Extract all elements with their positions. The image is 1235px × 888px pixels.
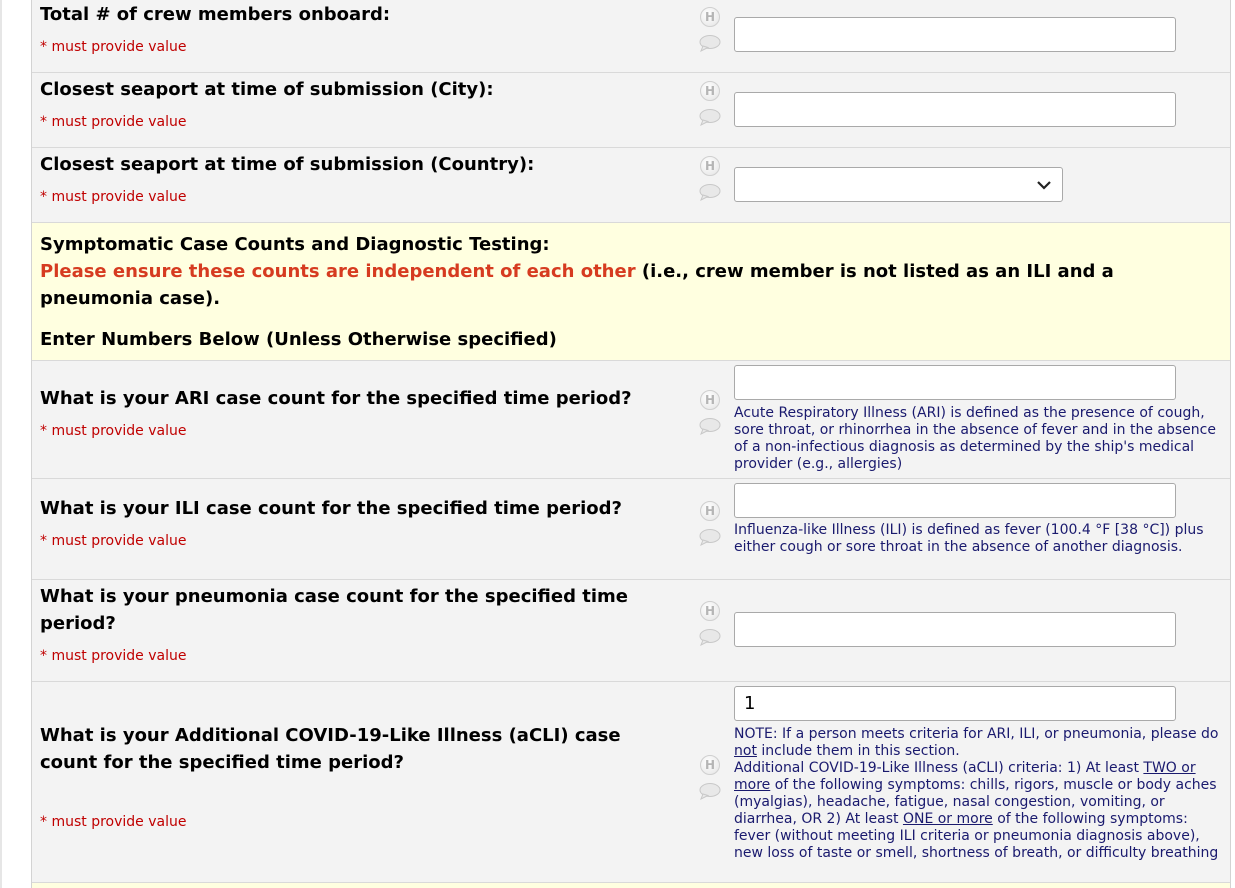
required-note: * must provide value — [40, 423, 187, 439]
survey-form — [31, 0, 1231, 888]
comment-icon[interactable] — [698, 34, 722, 52]
field-label: What is your Additional COVID-19-Like Illness (aCLI) case count for the specified time period? — [40, 725, 621, 773]
comment-icon[interactable] — [698, 417, 722, 435]
field-row-crew-total — [32, 0, 1230, 73]
section-warning — [40, 258, 1210, 312]
field-row-seaport-country — [32, 148, 1230, 223]
field-label: What is your pneumonia case count for the specified time period? — [40, 586, 628, 634]
history-icon[interactable]: H — [700, 7, 720, 27]
history-icon[interactable]: H — [700, 390, 720, 410]
field-row-ari — [32, 361, 1230, 479]
field-row-pneumonia — [32, 580, 1230, 682]
warning-text: Please ensure these counts are independent of each other — [40, 261, 636, 282]
note-emphasis: ONE or more — [902, 811, 993, 827]
section-heading: Symptomatic Case Counts and Diagnostic Testing: — [40, 234, 550, 255]
note-text: of the following symptoms: fever (without meeting ILI criteria or pneumonia diagnosis above), new loss of taste or smell, shortness of breath, or difficulty breathing — [734, 811, 1219, 861]
field-label: Closest seaport at time of submission (City): — [40, 79, 494, 100]
section-header — [32, 223, 1230, 361]
note-text: NOTE: If a person meets criteria for ARI, ILI, or pneumonia, please do — [734, 726, 1219, 742]
history-icon[interactable]: H — [700, 755, 720, 775]
field-row-acli — [32, 682, 1230, 883]
section-instruction: Enter Numbers Below (Unless Otherwise specified) — [40, 329, 557, 350]
page-edge — [0, 0, 2, 888]
crew-total-input[interactable] — [734, 17, 1176, 52]
note-text: of the following symptoms: chills, rigors, muscle or body aches (myalgias), headache, fatigue, nasal congestion, vomiting, or diarrhea, OR 2) At least — [734, 777, 1217, 827]
comment-icon[interactable] — [698, 782, 722, 800]
required-note: * must provide value — [40, 114, 187, 130]
seaport-city-input[interactable] — [734, 92, 1176, 127]
history-icon[interactable]: H — [700, 81, 720, 101]
comment-icon[interactable] — [698, 183, 722, 201]
history-icon[interactable]: H — [700, 156, 720, 176]
required-note: * must provide value — [40, 814, 187, 830]
field-row-seaport-city — [32, 73, 1230, 148]
chevron-down-icon — [1036, 178, 1052, 192]
ari-count-input[interactable] — [734, 365, 1176, 400]
next-section-band — [32, 883, 1230, 888]
comment-icon[interactable] — [698, 108, 722, 126]
comment-icon[interactable] — [698, 528, 722, 546]
ili-definition-note: Influenza-like Illness (ILI) is defined as fever (100.4 °F [38 °C]) plus either cough or sore throat in the absence of another diagnosis. — [734, 522, 1204, 555]
history-icon[interactable]: H — [700, 601, 720, 621]
note-emphasis: not — [734, 743, 757, 759]
pneumonia-count-input[interactable] — [734, 612, 1176, 647]
history-icon[interactable]: H — [700, 501, 720, 521]
field-label: Total # of crew members onboard: — [40, 4, 391, 25]
note-text: include them in this section. — [756, 743, 960, 759]
field-label: Closest seaport at time of submission (Country): — [40, 154, 535, 175]
acli-definition-note — [734, 726, 1222, 862]
field-label: What is your ILI case count for the specified time period? — [40, 498, 622, 519]
ili-count-input[interactable] — [734, 483, 1176, 518]
note-emphasis: TWO or more — [734, 760, 1196, 793]
required-note: * must provide value — [40, 189, 187, 205]
field-row-ili — [32, 479, 1230, 580]
warning-rest: (i.e., crew member is not listed as an ILI and a pneumonia case). — [40, 261, 1114, 309]
required-note: * must provide value — [40, 39, 187, 55]
ari-definition-note: Acute Respiratory Illness (ARI) is defined as the presence of cough, sore throat, or rhinorrhea in the absence of fever and in the absence of a non-infectious diagnosis as determined by the ship's medical provider (e.g., allergies) — [734, 405, 1216, 472]
required-note: * must provide value — [40, 533, 187, 549]
note-text: Additional COVID-19-Like Illness (aCLI) criteria: 1) At least — [734, 760, 1144, 776]
acli-count-input[interactable]: 1 — [734, 686, 1176, 721]
field-label: What is your ARI case count for the specified time period? — [40, 388, 632, 409]
required-note: * must provide value — [40, 648, 187, 664]
comment-icon[interactable] — [698, 628, 722, 646]
seaport-country-select[interactable] — [734, 167, 1063, 202]
